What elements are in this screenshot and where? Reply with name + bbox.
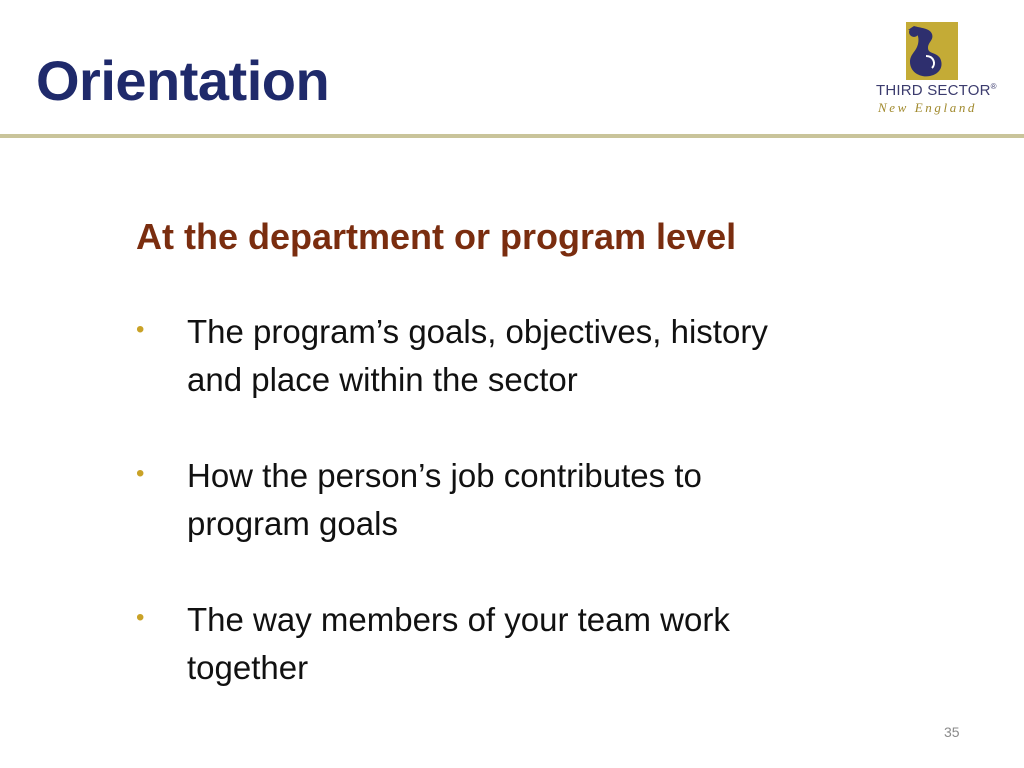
bullet-text-line: The way members of your team work bbox=[187, 601, 730, 638]
bullet-icon: • bbox=[136, 316, 145, 343]
bullet-text-line: program goals bbox=[187, 505, 398, 542]
bullet-icon: • bbox=[136, 604, 145, 631]
logo-wordmark: THIRD SECTOR® bbox=[876, 82, 997, 99]
section-subheading: At the department or program level bbox=[136, 216, 737, 257]
third-sector-logo-mark-icon bbox=[906, 22, 958, 80]
logo-tagline: New England bbox=[878, 100, 978, 115]
page-number: 35 bbox=[944, 724, 960, 740]
bullet-item bbox=[136, 452, 856, 548]
bullet-item bbox=[136, 596, 856, 692]
slide-title: Orientation bbox=[36, 49, 330, 112]
bullet-text-line: together bbox=[187, 649, 309, 686]
third-sector-logo bbox=[872, 18, 1002, 118]
bullet-text-line: How the person’s job contributes to bbox=[187, 457, 702, 494]
bullet-item bbox=[136, 308, 856, 404]
bullet-text-line: and place within the sector bbox=[187, 361, 578, 398]
bullet-list bbox=[136, 308, 856, 740]
bullet-text-line: The program’s goals, objectives, history bbox=[187, 313, 768, 350]
bullet-icon: • bbox=[136, 460, 145, 487]
title-divider bbox=[0, 134, 1024, 138]
